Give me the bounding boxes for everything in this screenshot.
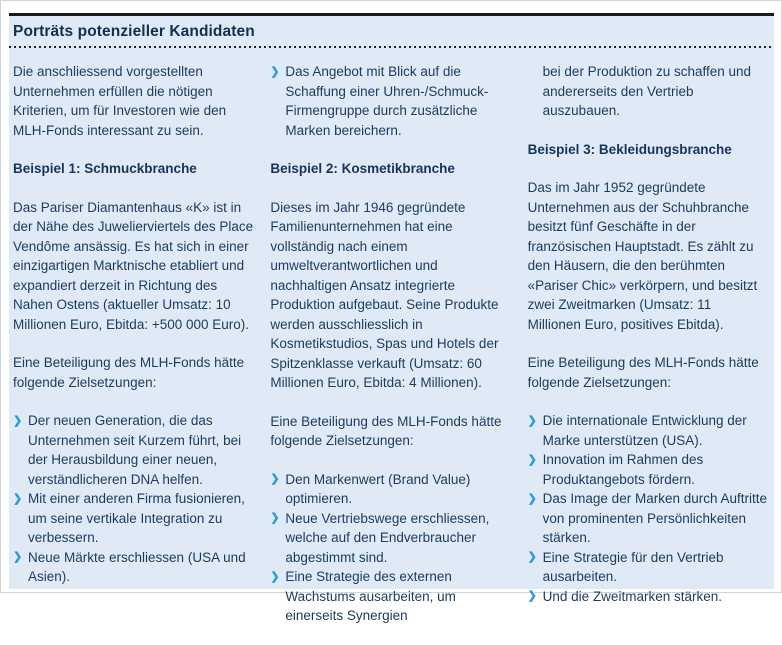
chevron-bullet-icon: ❯ — [527, 414, 537, 427]
objectives-list — [270, 62, 510, 140]
paragraph: Das Pariser Diamantenhaus «K» ist in der Nähe des Juwelierviertels des Place Vendôme ansässig. Es hat sich in einer einzigartigen Marktnische etabliert und expandiert derzeit in Richtung des Nahen Ostens (aktueller Umsatz: 10 Millionen Euro, Ebitda: +500 000 Euro). — [13, 199, 254, 332]
paragraph: Dieses im Jahr 1946 gegründete Familienunternehmen hat eine vollständig nach einem umweltverantwortlichen und nachhaltigen Ansatz integrierte Produktion aufgebaut. Seine Produkte werden ausschliesslich in Kosmetikstudios, Spas und Hotels der Spitzenklasse verkauft (Umsatz: 60 Millionen Euro, Ebitda: 4 Millionen). — [270, 199, 499, 390]
objectives-list — [13, 411, 253, 587]
objective-text: Eine Strategie des externen Wachstums ausarbeiten, um einerseits Synergien — [285, 569, 456, 623]
chevron-bullet-icon: ❯ — [13, 414, 23, 427]
objective-text: Die internationale Entwicklung der Marke unterstützen (USA). — [542, 413, 747, 448]
chevron-bullet-icon: ❯ — [13, 551, 23, 563]
bullet-continuation: bei der Produktion zu schaffen und andererseits den Vertrieb auszubauen. — [542, 64, 752, 118]
objectives-list — [528, 411, 768, 606]
paragraph: Das im Jahr 1952 gegründete Unternehmen aus der Schuhbranche besitzt fünf Geschäfte in der französischen Hauptstadt. Es zählt zu den Häusern, die den berühmten «Pariser Chic» verkörpern, und besitzt zwei Zweitmarken (Umsatz: 11 Millionen Euro, positives Ebitda). — [527, 180, 758, 332]
objective-text: Neue Märkte erschliessen (USA und Asien). — [28, 549, 246, 584]
chevron-bullet-icon: ❯ — [13, 492, 23, 505]
objective-text: Eine Strategie für den Vertrieb ausarbeiten. — [542, 549, 724, 584]
column-3 — [528, 62, 768, 645]
candidates-panel — [9, 13, 774, 623]
chevron-bullet-icon: ❯ — [270, 570, 280, 583]
column-1 — [13, 62, 253, 645]
columns-container — [9, 49, 774, 645]
paragraph: Eine Beteiligung des MLH-Fonds hätte folgende Zielsetzungen: — [13, 355, 245, 390]
objective-item — [13, 548, 253, 587]
objective-item — [270, 62, 510, 140]
objective-item — [528, 548, 768, 587]
objective-text: Neue Vertriebswege erschliessen, welche auf den Endverbraucher abgestimmt sind. — [285, 510, 490, 565]
example-heading: Beispiel 3: Bekleidungsbranche — [527, 141, 732, 157]
objective-item — [13, 489, 253, 548]
panel-title: Porträts potenzieller Kandidaten — [13, 23, 255, 40]
objective-item — [270, 509, 510, 568]
paragraph: Die anschliessend vorgestellten Unternehmen erfüllen die nötigen Kriterien, um für Investoren wie den MLH-Fonds interessant zu sein. — [13, 64, 227, 138]
column-2 — [270, 62, 510, 645]
objective-item — [528, 411, 768, 450]
chevron-bullet-icon: ❯ — [527, 492, 537, 505]
paragraph: Eine Beteiligung des MLH-Fonds hätte folgende Zielsetzungen: — [270, 413, 502, 448]
chevron-bullet-icon: ❯ — [527, 453, 537, 466]
objective-text: Der neuen Generation, die das Unternehmen seit Kurzem führt, bei der Herausbildung einer neuen, verständlicheren DNA helfen. — [28, 413, 242, 487]
objective-text: Mit einer anderen Firma fusionieren, um seine vertikale Integration zu verbessern. — [28, 491, 245, 545]
chevron-bullet-icon: ❯ — [270, 65, 280, 78]
objective-text: Innovation im Rahmen des Produktangebots fördern. — [542, 452, 704, 487]
chevron-bullet-icon: ❯ — [270, 512, 280, 524]
objective-item — [270, 470, 510, 509]
objective-text: Das Angebot mit Blick auf die Schaffung einer Uhren-/Schmuck-Firmengruppe durch zusätzliche Marken bereichern. — [285, 64, 489, 138]
objective-text: Das Image der Marken durch Auftritte von prominenten Persönlichkeiten stärken. — [542, 491, 768, 545]
objective-text: Den Markenwert (Brand Value) optimieren. — [285, 471, 471, 506]
example-heading: Beispiel 1: Schmuckbranche — [13, 161, 197, 176]
objective-item — [13, 411, 253, 489]
chevron-bullet-icon: ❯ — [527, 590, 537, 602]
objectives-list — [270, 470, 510, 626]
objective-item — [270, 567, 510, 626]
chevron-bullet-icon: ❯ — [270, 473, 280, 485]
paragraph: Eine Beteiligung des MLH-Fonds hätte folgende Zielsetzungen: — [527, 355, 759, 390]
objective-item — [528, 587, 768, 607]
example-heading: Beispiel 2: Kosmetikbranche — [270, 161, 455, 176]
chevron-bullet-icon: ❯ — [527, 551, 537, 563]
objective-item — [528, 450, 768, 489]
objective-item — [528, 489, 768, 548]
objective-text: Und die Zweitmarken stärken. — [542, 588, 722, 604]
